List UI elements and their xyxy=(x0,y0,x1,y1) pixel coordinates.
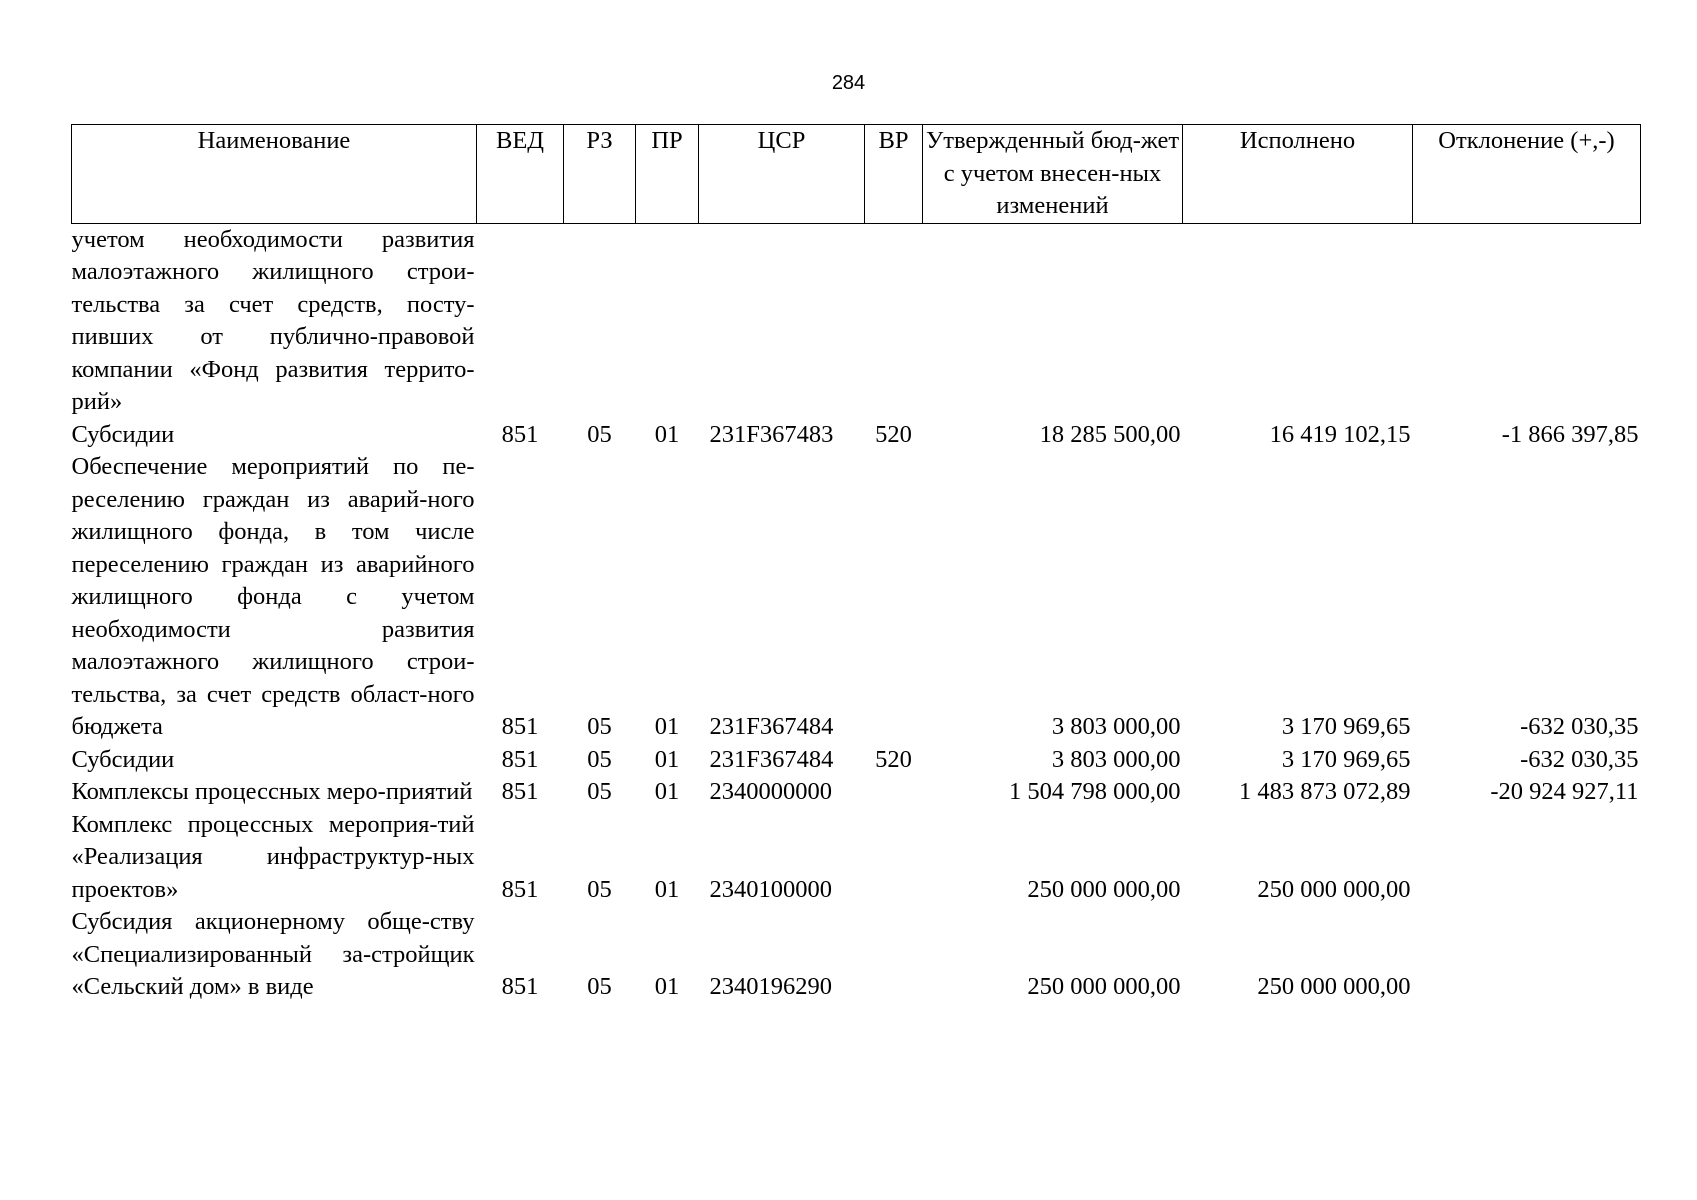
cell-executed: 16 419 102,15 xyxy=(1269,420,1411,448)
cell-name: Субсидии xyxy=(71,420,175,448)
cell-vr: 520 xyxy=(875,420,912,448)
cell-ved: 851 xyxy=(501,973,539,1000)
cell-csr: 231F367483 xyxy=(709,420,834,448)
cell-pr: 01 xyxy=(654,745,680,773)
cell-deviation xyxy=(1413,223,1641,419)
table-row xyxy=(72,809,1641,907)
cell-pr: 01 xyxy=(654,713,680,740)
cell-csr: 2340196290 xyxy=(709,973,832,1000)
cell-ved xyxy=(477,223,564,419)
table-row xyxy=(72,223,1641,419)
cell-executed xyxy=(1183,223,1413,419)
cell-executed: 3 170 969,65 xyxy=(1281,713,1411,740)
cell-name: Комплекс процессных мероприя-тий «Реализация инфраструктур-ных проектов» xyxy=(71,810,475,903)
cell-ved: 851 xyxy=(501,713,539,740)
cell-deviation: -632 030,35 xyxy=(1520,713,1639,740)
cell-pr: 01 xyxy=(654,973,680,1000)
header-pr: ПР xyxy=(636,125,699,224)
header-approved-budget: Утвержденный бюд-жет с учетом внесен-ных изменений xyxy=(923,125,1183,224)
cell-rz: 05 xyxy=(587,745,612,773)
cell-csr: 2340100000 xyxy=(709,875,832,903)
cell-approved: 250 000 000,00 xyxy=(1027,973,1181,1000)
cell-approved: 18 285 500,00 xyxy=(1039,420,1181,448)
cell-vr xyxy=(865,223,923,419)
cell-rz: 05 xyxy=(587,713,612,740)
cell-vr xyxy=(865,906,923,1004)
cell-csr: 231F367484 xyxy=(709,713,834,740)
cell-deviation xyxy=(1413,809,1641,907)
cell-pr: 01 xyxy=(654,420,680,448)
cell-ved: 851 xyxy=(501,778,539,805)
table-row xyxy=(72,744,1641,777)
cell-ved: 851 xyxy=(501,875,539,903)
cell-approved: 250 000 000,00 xyxy=(1027,875,1181,903)
cell-name: Субсидии xyxy=(71,745,175,773)
table-row xyxy=(72,776,1641,809)
cell-name: учетом необходимости развития малоэтажного жилищного строи-тельства за счет средств, посту-пивших от публично-правовой компании «Фонд развития террито-рий» xyxy=(71,225,475,415)
cell-deviation xyxy=(1413,906,1641,1004)
table-row xyxy=(72,451,1641,744)
cell-vr xyxy=(865,809,923,907)
cell-deviation: -1 866 397,85 xyxy=(1501,420,1639,448)
cell-vr xyxy=(865,451,923,744)
cell-executed: 1 483 873 072,89 xyxy=(1239,778,1411,805)
cell-rz xyxy=(564,223,636,419)
cell-pr: 01 xyxy=(654,875,680,903)
cell-approved: 1 504 798 000,00 xyxy=(1009,778,1181,805)
header-name: Наименование xyxy=(72,125,477,224)
cell-pr: 01 xyxy=(654,778,680,805)
cell-rz: 05 xyxy=(587,875,612,903)
cell-rz: 05 xyxy=(587,778,612,805)
cell-approved xyxy=(923,223,1183,419)
header-vr: ВР xyxy=(865,125,923,224)
table-header-row xyxy=(72,125,1641,224)
cell-csr: 2340000000 xyxy=(709,778,832,805)
cell-deviation: -20 924 927,11 xyxy=(1490,778,1639,805)
cell-executed: 3 170 969,65 xyxy=(1281,745,1411,773)
cell-vr xyxy=(865,776,923,809)
cell-executed: 250 000 000,00 xyxy=(1257,973,1411,1000)
page-number: 284 xyxy=(831,72,866,94)
header-ved: ВЕД xyxy=(477,125,564,224)
cell-name: Комплексы процессных меро-приятий xyxy=(71,778,473,805)
cell-csr xyxy=(699,223,865,419)
cell-name: Обеспечение мероприятий по пе-реселению граждан из аварий-ного жилищного фонда, в том числе переселению граждан из аварийного жилищного фонда с учетом необходимости развития малоэтажного жилищного строи-тельства, за счет средств област-ного бюджета xyxy=(71,453,475,740)
cell-approved: 3 803 000,00 xyxy=(1051,713,1181,740)
cell-ved: 851 xyxy=(501,420,539,448)
header-csr: ЦСР xyxy=(699,125,865,224)
cell-vr: 520 xyxy=(875,745,912,773)
table-row xyxy=(72,419,1641,452)
header-rz: РЗ xyxy=(564,125,636,224)
cell-csr: 231F367484 xyxy=(709,745,834,773)
header-executed: Исполнено xyxy=(1183,125,1413,224)
cell-rz: 05 xyxy=(587,973,612,1000)
cell-name: Субсидия акционерному обще-ству «Специализированный за-стройщик «Сельский дом» в виде xyxy=(71,908,475,1000)
cell-executed: 250 000 000,00 xyxy=(1257,875,1411,903)
cell-deviation: -632 030,35 xyxy=(1520,745,1639,773)
cell-pr xyxy=(636,223,699,419)
budget-execution-table xyxy=(71,124,1641,1004)
table-row xyxy=(72,906,1641,1004)
cell-rz: 05 xyxy=(587,420,612,448)
cell-approved: 3 803 000,00 xyxy=(1051,745,1181,773)
header-deviation: Отклонение (+,-) xyxy=(1413,125,1641,224)
cell-ved: 851 xyxy=(501,745,539,773)
